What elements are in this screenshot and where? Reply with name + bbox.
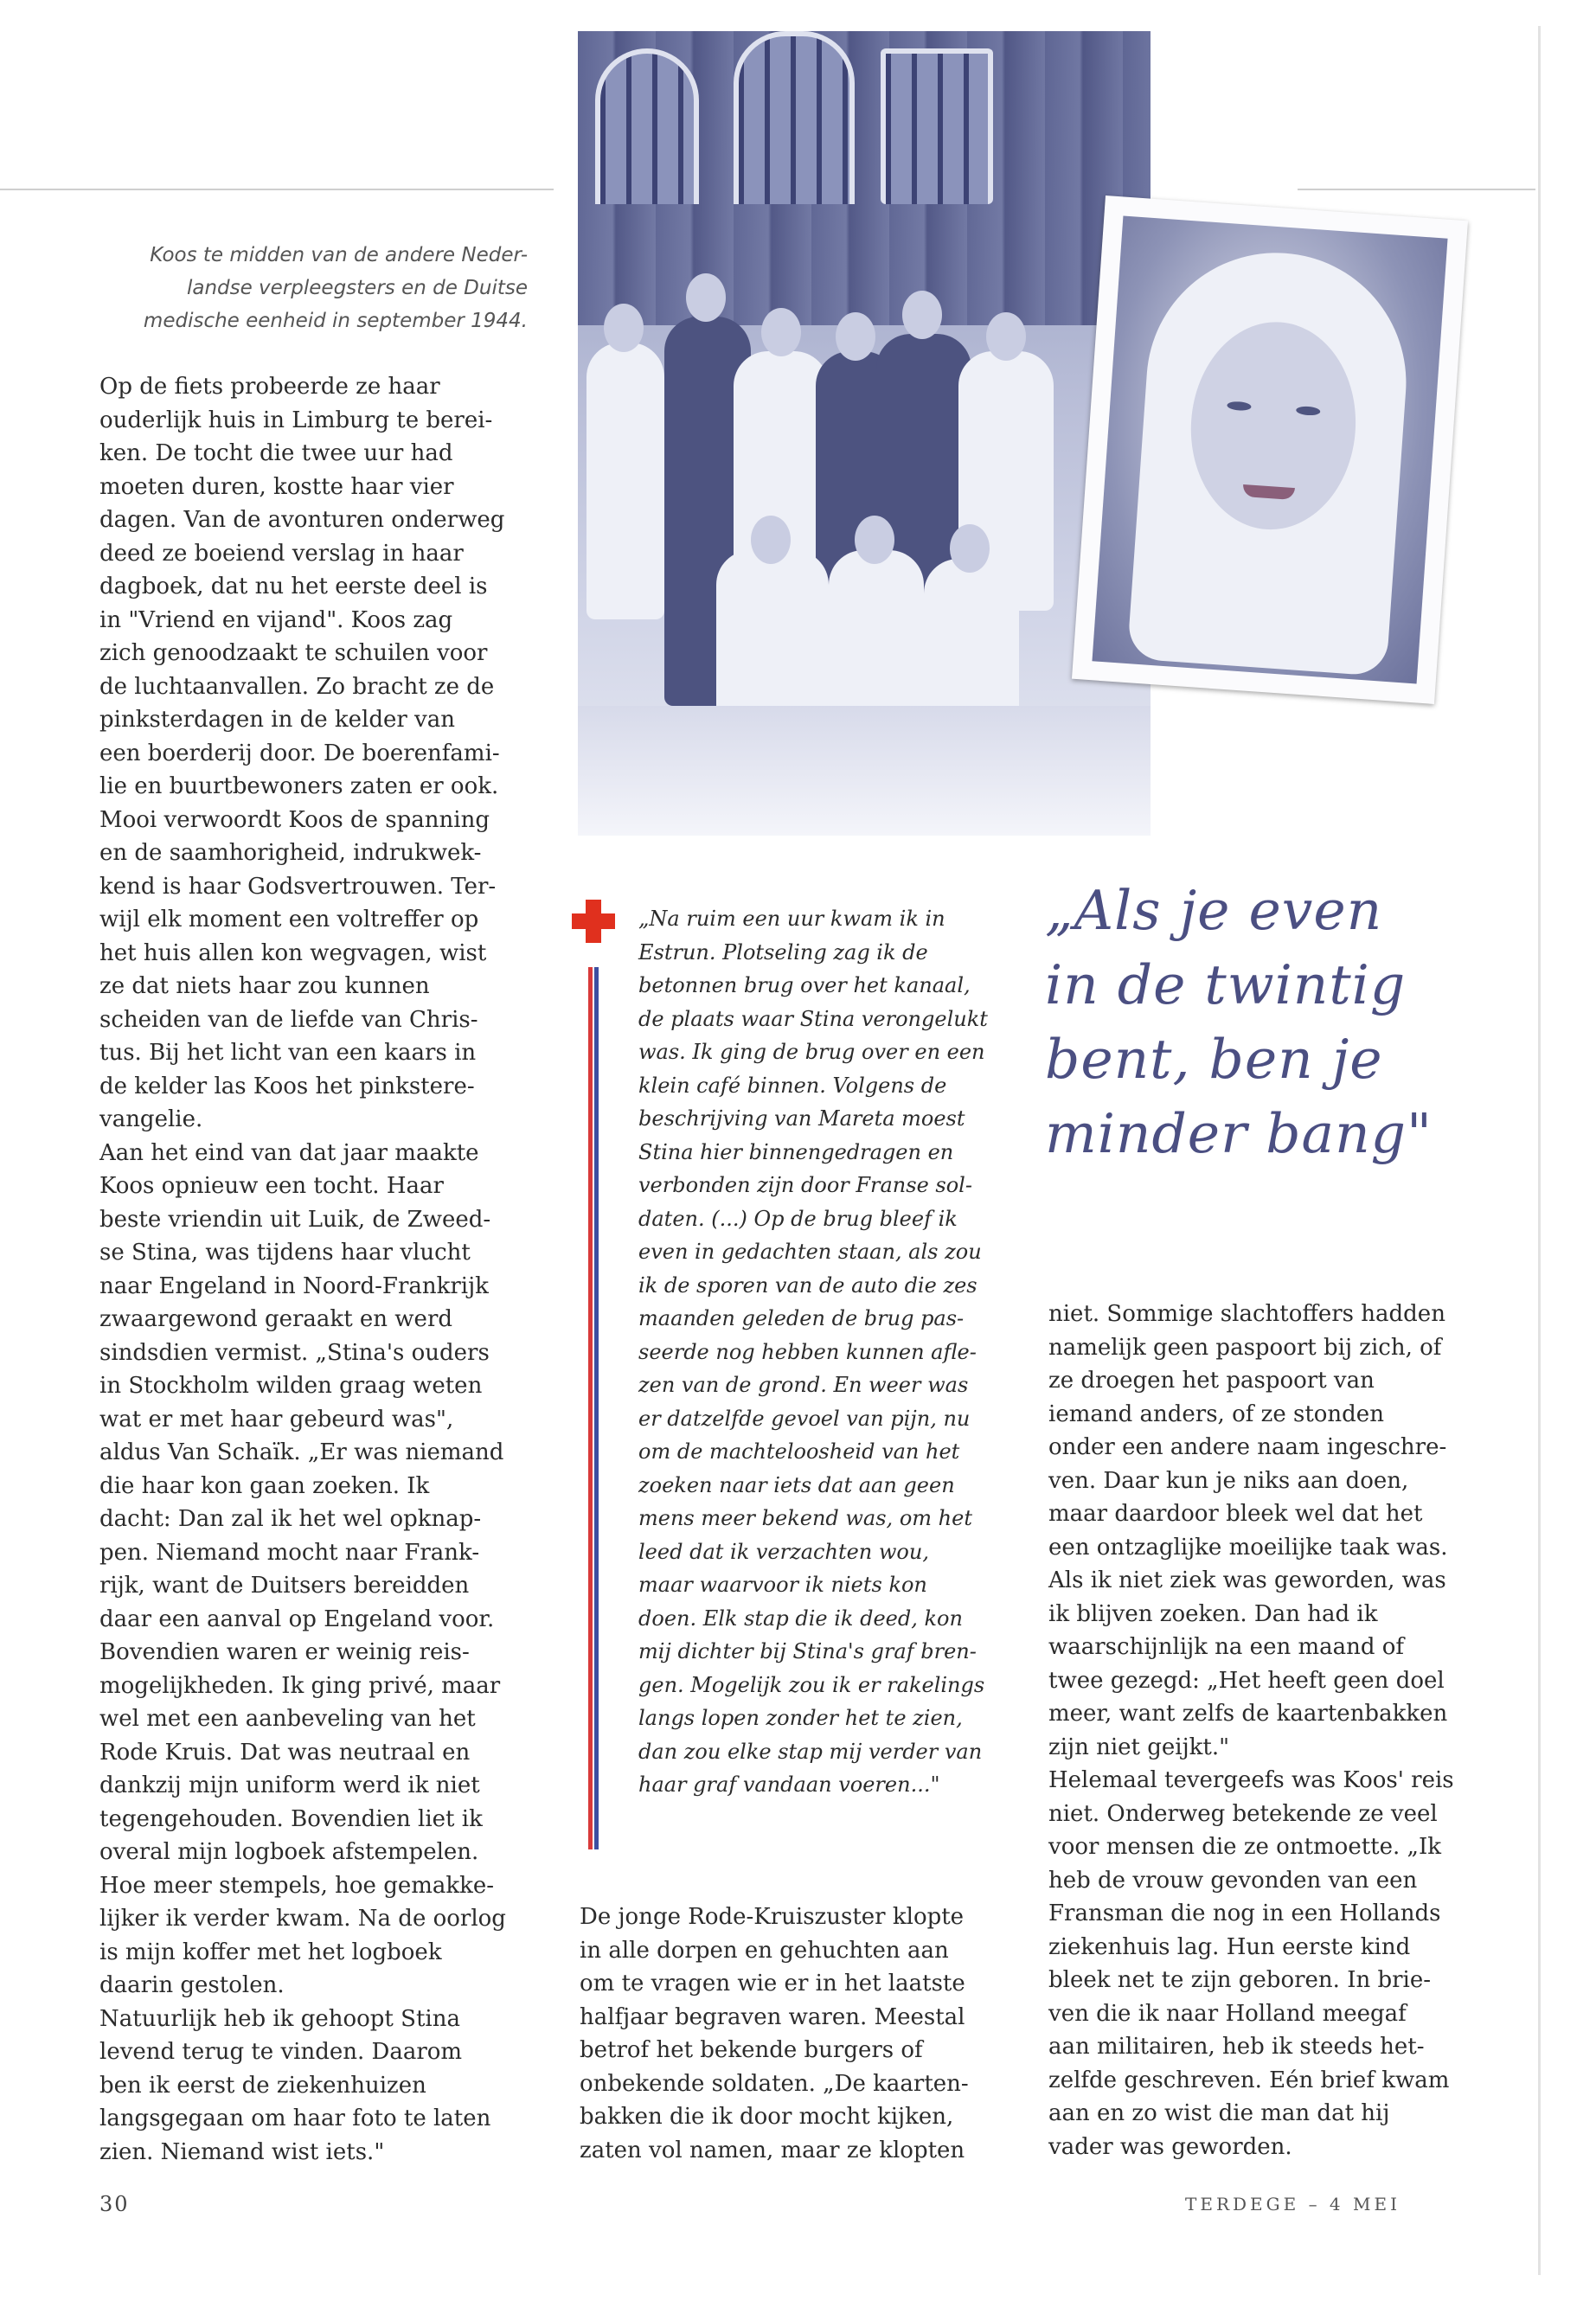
page-number: 30 <box>99 2192 130 2216</box>
photo-window <box>881 48 993 204</box>
photo-head <box>604 304 644 352</box>
photo-head <box>986 312 1026 361</box>
photo-person <box>924 559 1019 715</box>
quote-stripe-rule <box>588 967 604 1849</box>
photo-caption: Koos te midden van de andere Neder- landse verpleegsters en de Duitse medische eenheid in september 1944. <box>143 244 528 332</box>
photo-arch-window <box>734 31 855 204</box>
article-column-3 <box>1048 1298 1481 2163</box>
magazine-footer: TERDEGE – 4 MEI <box>1185 2194 1401 2214</box>
diary-quote: „Na ruim een uur kwam ik in Estrun. Plotseling zag ik de betonnen brug over het kanaal, de plaats waar Stina verongelukt was. Ik ging de brug over en een klein café binnen. Volgens de beschrijving van Mareta moest Stina hier binnengedragen en verbonden zijn door Franse sol- daten. (...) Op de brug bleef ik even in gedachten staan, als zou ik de sporen van de auto die zes maanden geleden de brug pas- seerde nog hebben kunnen afle- zen van de grond. En weer was er datzelfde gevoel van pijn, nu om de machteloosheid van het zoeken naar iets dat aan geen mens meer bekend was, om het leed dat ik verzachten wou, maar waarvoor ik niets kon doen. Elk stap die ik deed, kon mij dichter bij Stina's graf bren- gen. Mogelijk zou ik er rakelings langs lopen zonder het te zien, dan zou elke stap mij verder van haar graf vandaan voeren..." <box>638 907 988 1797</box>
column-1-text: Op de fiets probeerde ze haar ouderlijk huis in Limburg te berei- ken. De tocht die twee uur had moeten duren, kostte haar vier dagen. Van de avonturen onderweg deed ze boeiend verslag in haar dagboek, dat nu het eerste deel is in "Vriend en vijand". Koos zag zich genoodzaakt te schuilen voor de luchtaanvallen. Zo bracht ze de pinksterdagen in de kelder van een boerderij door. De boerenfami- lie en buurtbewoners zaten er ook. Mooi verwoordt Koos de spanning en de saamhorigheid, indrukwek- kend is haar Godsvertrouwen. Ter- wijl elk moment een voltreffer op het huis allen kon wegvagen, wist ze dat niets haar zou kunnen scheiden van de liefde van Chris- tus. Bij het licht van een kaars in de kelder las Koos het pinkstere- vangelie. Aan het eind van dat jaar maakte Koos opnieuw een tocht. Haar beste vriendin uit Luik, de Zweed- se Stina, was tijdens haar vlucht naar Engeland in Noord-Frankrijk zwaargewond geraakt en werd sindsdien vermist. „Stina's ouders in Stockholm wilden graag weten wat er met haar gebeurd was", aldus Van Schaïk. „Er was niemand die haar kon gaan zoeken. Ik dacht: Dan zal ik het wel opknap- pen. Niemand mocht naar Frank- rijk, want de Duitsers bereidden daar een aanval op Engeland voor. Bovendien waren er weinig reis- mogelijkheden. Ik ging privé, maar wel met een aanbeveling van het Rode Kruis. Dat was neutraal en dankzij mijn uniform werd ik niet tegengehouden. Bovendien liet ik overal mijn logboek afstempelen. Hoe meer stempels, hoe gemakke- lijker ik verder kwam. Na de oorlog is mijn koffer met het logboek daarin gestolen. Natuurlijk heb ik gehoopt Stina levend terug te vinden. Daarom ben ik eerst de ziekenhuizen langsgegaan om haar foto te laten zien. Niemand wist iets." <box>99 374 506 2165</box>
group-photo <box>578 31 1151 836</box>
portrait-photo <box>1072 195 1468 704</box>
photo-head <box>751 516 791 564</box>
article-column-2 <box>580 1900 995 2167</box>
photo-head <box>686 273 726 322</box>
photo-head <box>950 524 990 573</box>
photo-head <box>855 516 894 564</box>
article-column-1 <box>99 370 532 2169</box>
photo-head <box>902 291 942 339</box>
top-rule-left <box>0 189 554 190</box>
photo-person <box>586 343 664 619</box>
photo-person <box>716 550 829 723</box>
top-rule-right <box>1298 189 1535 190</box>
page-edge-rule <box>1538 26 1541 2275</box>
photo-person <box>829 550 924 715</box>
pull-quote: „Als je even in de twintig bent, ben je minder bang" <box>1045 879 1433 1165</box>
red-cross-icon <box>572 900 615 943</box>
photo-head <box>836 312 875 361</box>
portrait-image <box>1092 216 1447 684</box>
column-2-text: De jonge Rode-Kruiszuster klopte in alle dorpen en gehuchten aan om te vragen wie er in het laatste halfjaar begraven waren. Meestal betrof het bekende burgers of onbekende soldaten. „De kaarten- bakken die ik door mocht kijken, zaten vol namen, maar ze klopten <box>580 1904 969 2163</box>
column-3-text: niet. Sommige slachtoffers hadden namelijk geen paspoort bij zich, of ze droegen het paspoort van iemand anders, of ze stonden onder een andere naam ingeschre- ven. Daar kun je niks aan doen, maar daardoor bleek wel dat het een ontzaglijke moeilijke taak was. Als ik niet ziek was geworden, was ik blijven zoeken. Dan had ik waarschijnlijk na een maand of twee gezegd: „Het heeft geen doel meer, want zelfs de kaartenbakken zijn niet geijkt." Helemaal tevergeefs was Koos' reis niet. Onderweg betekende ze veel voor mensen die ze ontmoette. „Ik heb de vrouw gevonden van een Fransman die nog in een Hollands ziekenhuis lag. Hun eerste kind bleek net te zijn geboren. In brie- ven die ik naar Holland meegaf aan militairen, heb ik steeds het- zelfde geschreven. Eén brief kwam aan en zo wist die man dat hij vader was geworden. <box>1048 1301 1454 2160</box>
photo-arch-window <box>595 48 699 204</box>
photo-ground <box>578 706 1151 836</box>
photo-head <box>761 308 801 356</box>
